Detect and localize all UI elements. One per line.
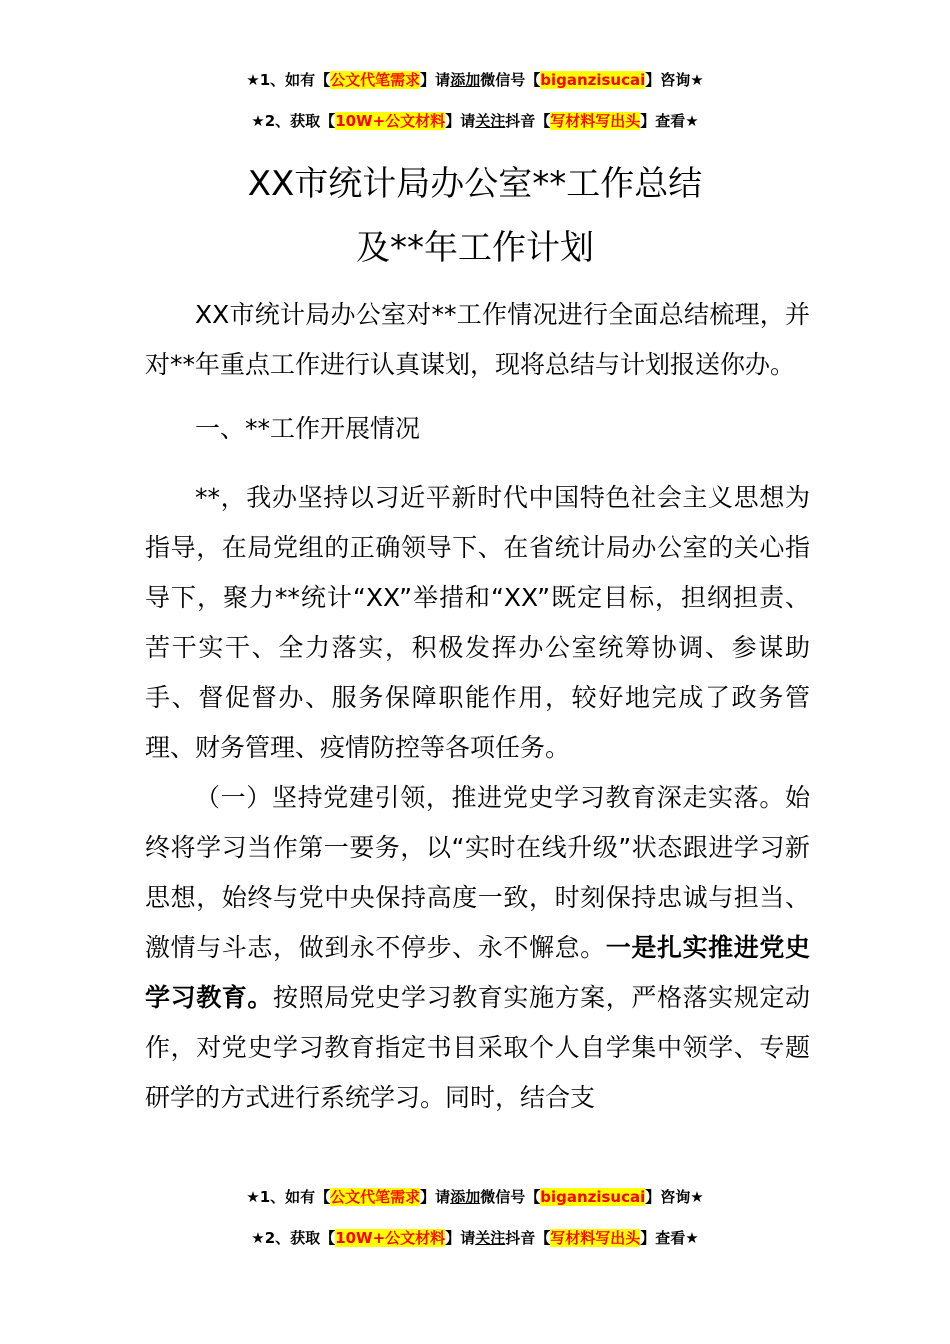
banner-highlight: 10W+公文材料 bbox=[335, 112, 446, 130]
banner-text: 】查看★ bbox=[640, 112, 699, 130]
document-title-line-2: 及**年工作计划 bbox=[356, 228, 594, 268]
section-heading: 一、**工作开展情况 bbox=[195, 414, 421, 443]
paragraph: **，我办坚持以习近平新时代中国特色社会主义思想为指导，在局党组的正确领导下、在省统计局办公室的关心指导下，聚力**统计“XX”举措和“XX”既定目标，担纲担责、苦干实干、全力落实，积极发挥办公室统筹协调、参谋助手、督促督办、服务保障职能作用，较好地完成了政务管理、财务管理、疫情防控等各项任务。 bbox=[145, 483, 810, 762]
banner-text: 】咨询★ bbox=[645, 71, 704, 89]
banner-text: 】咨询★ bbox=[645, 1188, 704, 1206]
banner-text: 】请 bbox=[445, 1229, 476, 1247]
bold-lead: 一是扎实推进党史学习教育。 bbox=[145, 933, 810, 1012]
paragraph bbox=[145, 773, 810, 1123]
banner-underline: 添加 bbox=[450, 71, 481, 89]
banner-text: 抖音【 bbox=[505, 112, 551, 130]
banner-underline: 关注 bbox=[475, 1229, 506, 1247]
banner-text: 】查看★ bbox=[640, 1229, 699, 1247]
banner-highlight: 公文代笔需求 bbox=[330, 1188, 421, 1206]
banner-text: ★1、如有【 bbox=[246, 71, 331, 89]
footer-banner-line-1 bbox=[0, 1186, 950, 1208]
banner-highlight-douyin: 写材料写出头 bbox=[550, 1229, 641, 1247]
banner-underline: 添加 bbox=[450, 1188, 481, 1206]
document-body bbox=[145, 290, 810, 1123]
banner-highlight-wechat: biganzisucai bbox=[540, 1188, 646, 1206]
paragraph-text: （一）坚持党建引领，推进党史学习教育深走实落。始终将学习当作第一要务，以“实时在线升级”状态跟进学习新思想，始终与党中央保持高度一致，时刻保持忠诚与担当、激情与斗志，做到永不停步、永不懈怠。 bbox=[145, 783, 810, 962]
banner-text: 】请 bbox=[445, 112, 476, 130]
banner-highlight-douyin: 写材料写出头 bbox=[550, 112, 641, 130]
header-banner-line-2 bbox=[0, 110, 950, 132]
banner-highlight: 公文代笔需求 bbox=[330, 71, 421, 89]
banner-text: 】请 bbox=[420, 1188, 451, 1206]
intro-paragraph: XX市统计局办公室对**工作情况进行全面总结梳理，并对**年重点工作进行认真谋划，现将总结与计划报送你办。 bbox=[145, 300, 810, 379]
header-banner-line-1 bbox=[0, 69, 950, 91]
banner-text: 抖音【 bbox=[505, 1229, 551, 1247]
banner-highlight-wechat: biganzisucai bbox=[540, 71, 646, 89]
paragraph-text: 按照局党史学习教育实施方案，严格落实规定动作，对党史学习教育指定书目采取个人自学集中领学、专题研学的方式进行系统学习。同时，结合支 bbox=[145, 983, 810, 1112]
banner-underline: 关注 bbox=[475, 112, 506, 130]
banner-highlight: 10W+公文材料 bbox=[335, 1229, 446, 1247]
banner-text: 微信号【 bbox=[480, 1188, 541, 1206]
document-title-line-1: XX市统计局办公室**工作总结 bbox=[247, 164, 703, 204]
banner-text: ★2、获取【 bbox=[251, 112, 336, 130]
banner-text: 】请 bbox=[420, 71, 451, 89]
footer-banner-line-2 bbox=[0, 1227, 950, 1249]
banner-text: ★1、如有【 bbox=[246, 1188, 331, 1206]
banner-text: ★2、获取【 bbox=[251, 1229, 336, 1247]
banner-text: 微信号【 bbox=[480, 71, 541, 89]
